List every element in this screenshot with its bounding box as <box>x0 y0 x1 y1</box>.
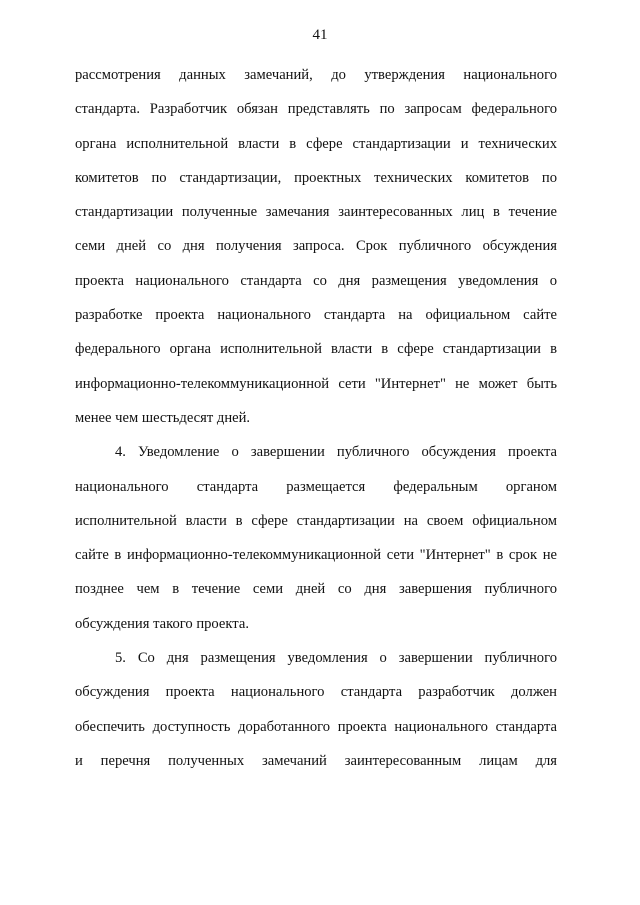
paragraph-item-5 <box>75 641 557 778</box>
text-line: органа исполнительной власти в сфере стандартизации и технических <box>75 135 557 152</box>
text-line: сайте в информационно-телекоммуникационной сети "Интернет" в срок не <box>75 547 557 564</box>
text-line: стандартизации полученные замечания заинтересованных лиц в течение <box>75 204 557 221</box>
text-line: национального стандарта размещается федеральным органом <box>75 478 557 495</box>
text-line: исполнительной власти в сфере стандартизации на своем официальном <box>75 512 557 529</box>
text-line: менее чем шестьдесят дней. <box>75 409 251 426</box>
text-line: федерального органа исполнительной власти в сфере стандартизации в <box>75 341 557 358</box>
text-line: разработке проекта национального стандарта на официальном сайте <box>75 307 557 324</box>
text-line: 4. Уведомление о завершении публичного обсуждения проекта <box>115 444 557 461</box>
text-line: и перечня полученных замечаний заинтересованным лицам для <box>75 752 557 769</box>
page-number: 41 <box>312 27 328 43</box>
text-line: семи дней со дня получения запроса. Срок публичного обсуждения <box>75 238 557 255</box>
text-line: позднее чем в течение семи дней со дня завершения публичного <box>75 581 557 598</box>
document-body <box>75 58 557 778</box>
paragraph-continuation <box>75 58 557 435</box>
text-line: проекта национального стандарта со дня размещения уведомления о <box>75 272 557 289</box>
paragraph-item-4 <box>75 435 557 641</box>
text-line: обсуждения такого проекта. <box>75 615 249 632</box>
text-line: информационно-телекоммуникационной сети "Интернет" не может быть <box>75 375 557 392</box>
text-line: обсуждения проекта национального стандарта разработчик должен <box>75 684 557 701</box>
text-line: комитетов по стандартизации, проектных технических комитетов по <box>75 169 557 186</box>
text-line: стандарта. Разработчик обязан представлять по запросам федерального <box>75 101 557 118</box>
text-line: рассмотрения данных замечаний, до утверждения национального <box>75 67 557 83</box>
text-line: обеспечить доступность доработанного проекта национального стандарта <box>75 718 557 735</box>
text-line: 5. Со дня размещения уведомления о завершении публичного <box>115 650 557 667</box>
